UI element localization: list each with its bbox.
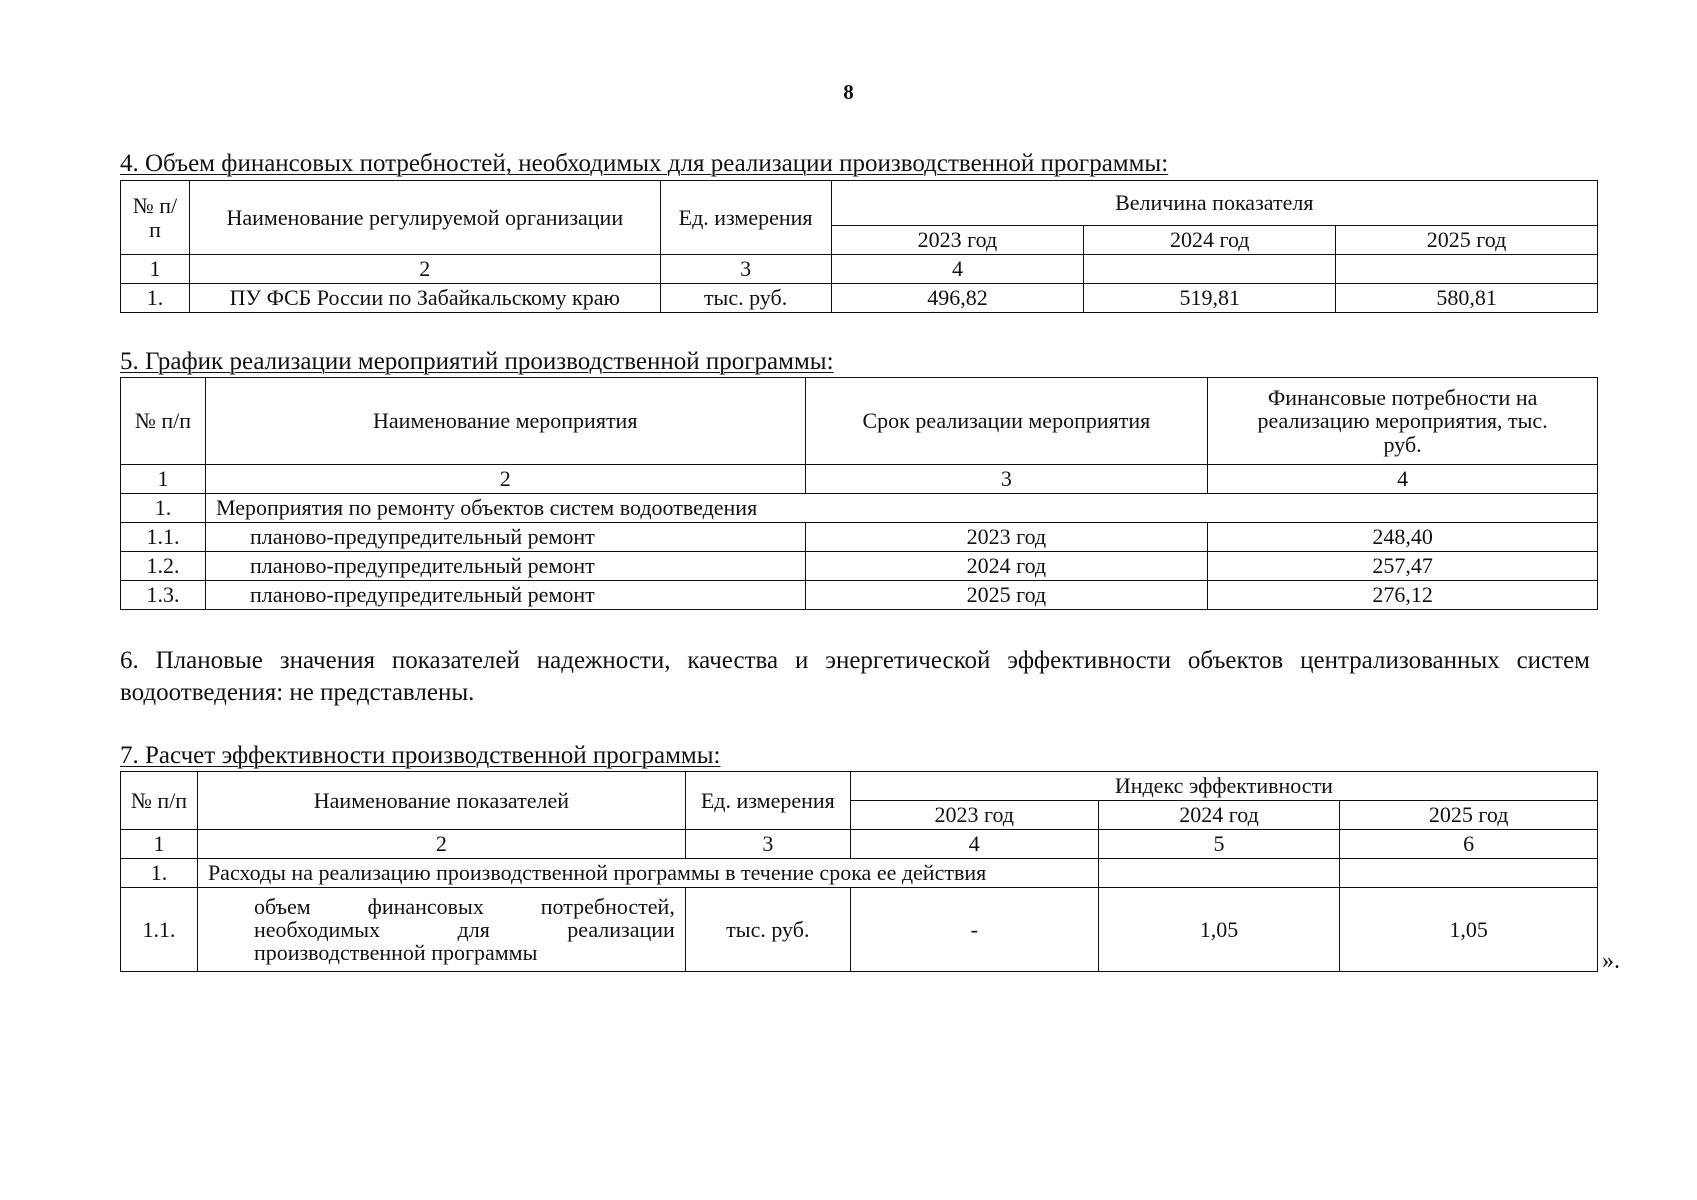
row-value-2023: 496,82 [831, 284, 1084, 313]
index-cell: 2 [189, 255, 660, 284]
row-term: 2025 год [805, 581, 1208, 610]
table-row [121, 494, 1598, 523]
group-name: Мероприятия по ремонту объектов систем водоотведения [205, 494, 1597, 523]
row-org-name: ПУ ФСБ России по Забайкальскому краю [189, 284, 660, 313]
index-cell: 1 [121, 465, 206, 494]
index-cell: 4 [850, 830, 1098, 859]
index-cell [1084, 255, 1336, 284]
row-unit: тыс. руб. [660, 284, 831, 313]
table-row [121, 581, 1598, 610]
index-cell [1336, 255, 1598, 284]
header-2025: 2025 год [1340, 801, 1598, 830]
closing-quote: ». [1602, 948, 1620, 974]
row-event-name: планово-предупредительный ремонт [205, 581, 805, 610]
row-value-2024: 519,81 [1084, 284, 1336, 313]
row-value-2023: - [850, 888, 1098, 972]
empty-cell [1340, 859, 1598, 888]
table-row [121, 859, 1598, 888]
group-num: 1. [121, 494, 206, 523]
index-cell: 3 [660, 255, 831, 284]
header-num: № п/п [121, 772, 198, 830]
row-num: 1.1. [121, 523, 206, 552]
header-2025: 2025 год [1336, 226, 1598, 255]
row-value-2024: 1,05 [1098, 888, 1340, 972]
row-term: 2023 год [805, 523, 1208, 552]
header-2024: 2024 год [1084, 226, 1336, 255]
header-org-name: Наименование регулируемой организации [189, 181, 660, 255]
header-2024: 2024 год [1098, 801, 1340, 830]
efficiency-table [120, 771, 1598, 972]
row-value-2025: 1,05 [1340, 888, 1598, 972]
row-event-name: планово-предупредительный ремонт [205, 523, 805, 552]
index-cell: 4 [831, 255, 1084, 284]
row-term: 2024 год [805, 552, 1208, 581]
financial-needs-table [120, 180, 1598, 313]
section5-heading: 5. График реализации мероприятий производственной программы: [120, 348, 834, 375]
indicator-line: объем финансовых потребностей, [253, 893, 675, 919]
index-cell: 3 [685, 830, 850, 859]
index-cell: 2 [205, 465, 805, 494]
section6-text: 6. Плановые значения показателей надежности, качества и энергетической эффективности объектов централизованных систем водоотведения: не представлены. [120, 647, 1590, 706]
row-num: 1.3. [121, 581, 206, 610]
row-indicator-name [197, 888, 685, 972]
header-2023: 2023 год [831, 226, 1084, 255]
indicator-line: необходимых для реализации [253, 916, 675, 942]
schedule-table [120, 377, 1598, 610]
table-row [121, 284, 1598, 313]
index-cell: 4 [1208, 465, 1598, 494]
header-finance: Финансовые потребности на реализацию мероприятия, тыс. руб. [1208, 378, 1598, 465]
section7-heading: 7. Расчет эффективности производственной программы: [120, 742, 721, 769]
index-cell: 1 [121, 830, 198, 859]
header-term: Срок реализации мероприятия [805, 378, 1208, 465]
index-cell: 2 [197, 830, 685, 859]
indicator-line: производственной программы [253, 940, 538, 966]
index-cell: 6 [1340, 830, 1598, 859]
header-2023: 2023 год [850, 801, 1098, 830]
header-num: № п/п [121, 378, 206, 465]
row-unit: тыс. руб. [685, 888, 850, 972]
header-unit: Ед. измерения [685, 772, 850, 830]
group-name: Расходы на реализацию производственной программы в течение срока ее действия [197, 859, 1098, 888]
page-number: 8 [843, 80, 854, 104]
row-value: 276,12 [1208, 581, 1598, 610]
row-value: 248,40 [1208, 523, 1598, 552]
header-unit: Ед. измерения [660, 181, 831, 255]
index-cell: 3 [805, 465, 1208, 494]
row-value-2025: 580,81 [1336, 284, 1598, 313]
header-efficiency-index: Индекс эффективности [850, 772, 1597, 801]
row-value: 257,47 [1208, 552, 1598, 581]
index-cell: 5 [1098, 830, 1340, 859]
header-indicator-name: Наименование показателей [197, 772, 685, 830]
row-num: 1.2. [121, 552, 206, 581]
header-num: № п/п [121, 181, 190, 255]
table-row [121, 888, 1598, 972]
index-cell: 1 [121, 255, 190, 284]
row-num: 1.1. [121, 888, 198, 972]
header-event-name: Наименование мероприятия [205, 378, 805, 465]
group-num: 1. [121, 859, 198, 888]
table-row [121, 523, 1598, 552]
empty-cell [1098, 859, 1340, 888]
row-event-name: планово-предупредительный ремонт [205, 552, 805, 581]
header-value: Величина показателя [831, 181, 1597, 226]
section4-heading: 4. Объем финансовых потребностей, необходимых для реализации производственной программы: [120, 150, 1169, 177]
row-num: 1. [121, 284, 190, 313]
table-row [121, 552, 1598, 581]
